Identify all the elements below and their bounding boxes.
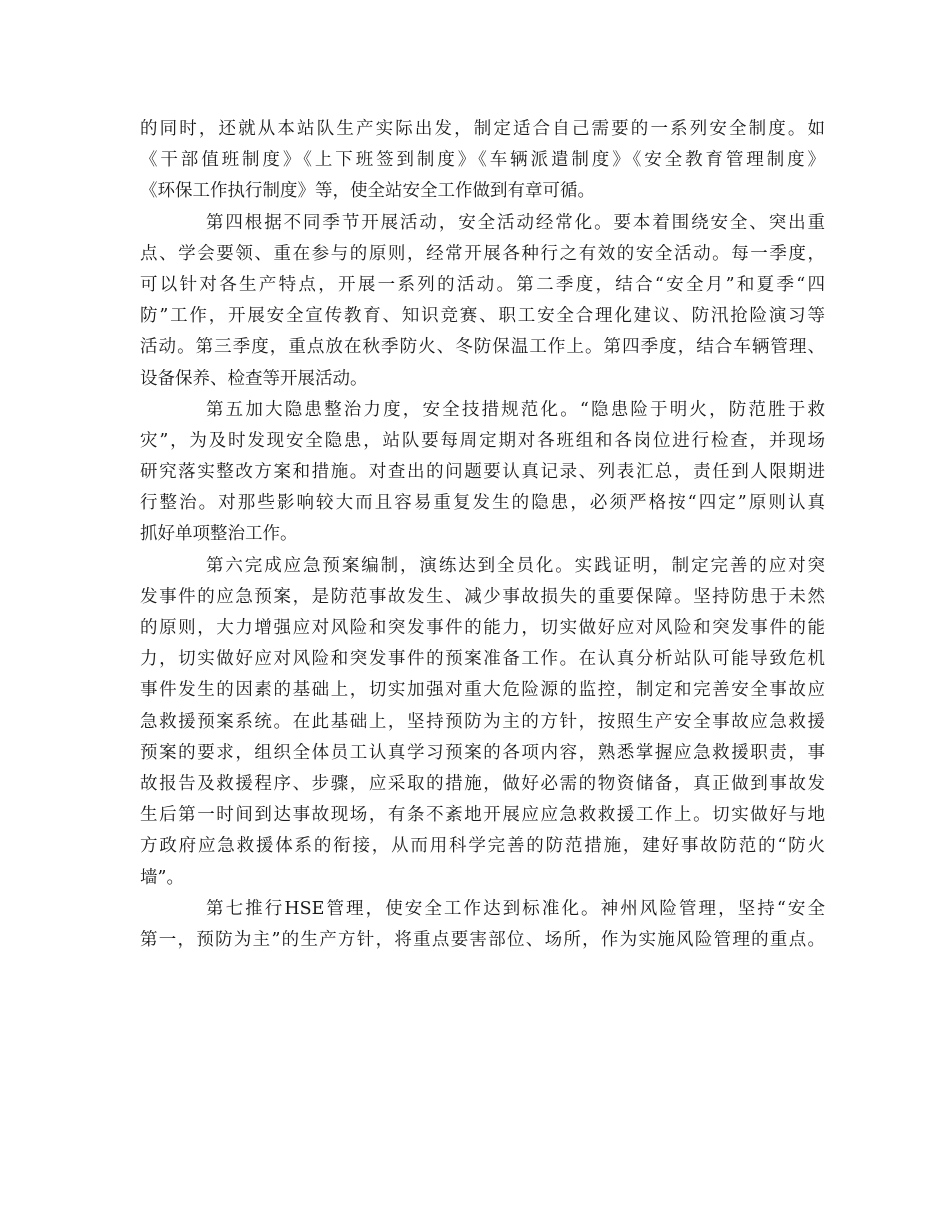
text-line: 《环保工作执行制度》等，使全站安全工作做到有章可循。 bbox=[140, 181, 595, 202]
text-line: 第一，预防为主”的生产方针，将重点要害部位、场所，作为实施风险管理的重点。 bbox=[140, 929, 825, 950]
text-line: 方政府应急救援体系的衔接，从而用科学完善的防范措施，建好事故防范的“防火 bbox=[140, 836, 825, 857]
document-body bbox=[140, 114, 825, 956]
paragraph-first-line: 第四根据不同季节开展活动，安全活动经常化。要本着围绕安全、突出重 bbox=[206, 212, 825, 233]
text-line: 预案的要求，组织全体员工认真学习预案的各项内容，熟悉掌握应急救援职责，事 bbox=[140, 742, 825, 763]
text-line: 《干部值班制度》《上下班签到制度》《车辆派遣制度》《安全教育管理制度》 bbox=[140, 150, 825, 171]
text-line: 墙”。 bbox=[140, 867, 184, 888]
text-line: 灾”，为及时发现安全隐患，站队要每周定期对各班组和各岗位进行检查，并现场 bbox=[140, 430, 825, 451]
text-line: 力，切实做好应对风险和突发事件的预案准备工作。在认真分析站队可能导致危机 bbox=[140, 649, 825, 670]
paragraph-first-line: 第七推行HSE管理，使安全工作达到标准化。神州风险管理，坚持“安全 bbox=[206, 898, 825, 919]
paragraph-first-line: 第六完成应急预案编制，演练达到全员化。实践证明，制定完善的应对突 bbox=[206, 555, 825, 576]
text-line: 设备保养、检查等开展活动。 bbox=[140, 368, 368, 389]
text-line: 防”工作，开展安全宣传教育、知识竞赛、职工安全合理化建议、防汛抢险演习等 bbox=[140, 306, 825, 327]
text-line: 急救援预案系统。在此基础上，坚持预防为主的方针，按照生产安全事故应急救援 bbox=[140, 711, 825, 732]
text-line: 点、学会要领、重在参与的原则，经常开展各种行之有效的安全活动。每一季度， bbox=[140, 243, 825, 264]
text-line: 抓好单项整治工作。 bbox=[140, 524, 298, 545]
paragraph-first-line: 第五加大隐患整治力度，安全技措规范化。“隐患险于明火，防范胜于救 bbox=[206, 399, 825, 420]
text-line: 活动。第三季度，重点放在秋季防火、冬防保温工作上。第四季度，结合车辆管理、 bbox=[140, 337, 825, 358]
text-line: 行整治。对那些影响较大而且容易重复发生的隐患，必须严格按“四定”原则认真 bbox=[140, 493, 825, 514]
text-line: 故报告及救援程序、步骤，应采取的措施，做好必需的物资储备，真正做到事故发 bbox=[140, 773, 825, 794]
text-line: 事件发生的因素的基础上，切实加强对重大危险源的监控，制定和完善安全事故应 bbox=[140, 680, 825, 701]
text-line: 研究落实整改方案和措施。对查出的问题要认真记录、列表汇总，责任到人限期进 bbox=[140, 462, 825, 483]
text-line: 可以针对各生产特点，开展一系列的活动。第二季度，结合“安全月”和夏季“四 bbox=[140, 274, 825, 295]
text-line: 的同时，还就从本站队生产实际出发，制定适合自己需要的一系列安全制度。如 bbox=[140, 119, 825, 139]
text-line: 的原则，大力增强应对风险和突发事件的能力，切实做好应对风险和突发事件的能 bbox=[140, 618, 825, 638]
text-line: 生后第一时间到达事故现场，有条不紊地开展应应急救救援工作上。切实做好与地 bbox=[140, 805, 825, 826]
text-line: 发事件的应急预案，是防范事故发生、减少事故损失的重要保障。坚持防患于未然 bbox=[140, 586, 825, 607]
